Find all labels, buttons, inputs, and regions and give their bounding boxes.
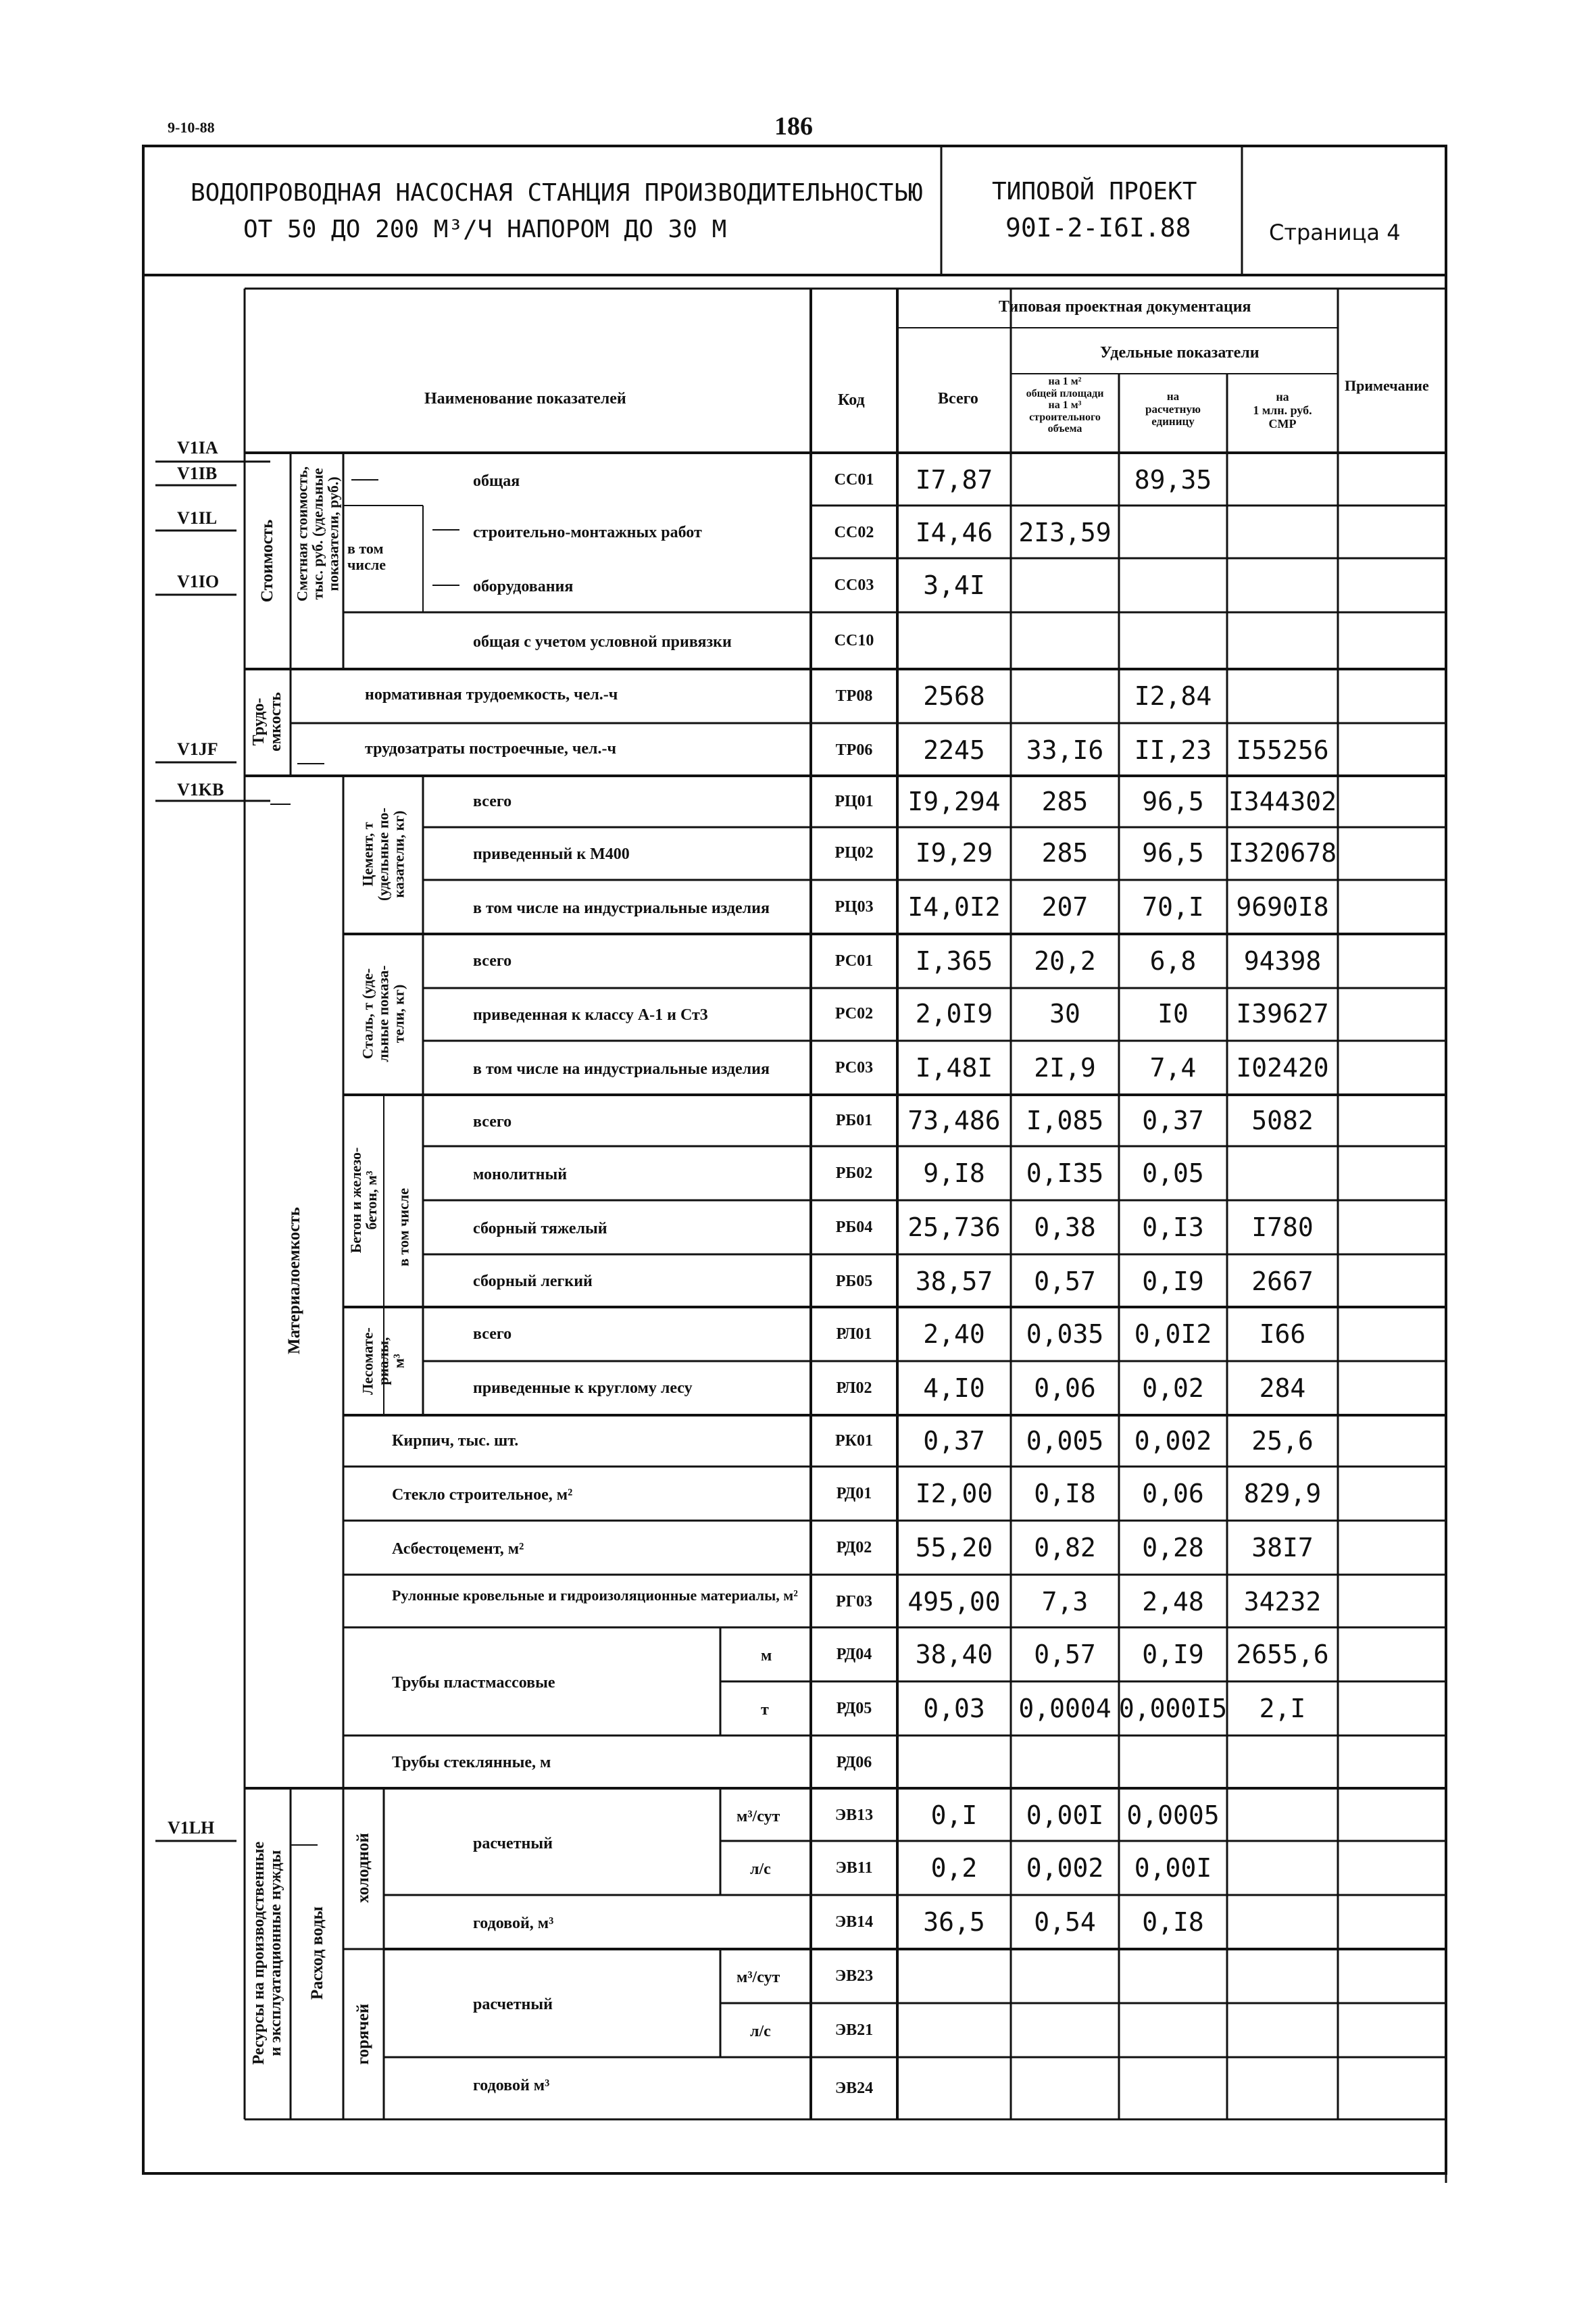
row-unit: л/с xyxy=(750,1861,771,1878)
cell-s1: 20,2 xyxy=(1034,946,1096,976)
row-name: трудозатраты построечные, чел.-ч xyxy=(365,740,616,758)
marker: V1IO xyxy=(177,572,220,591)
row-name: сборный тяжелый xyxy=(473,1220,607,1237)
cell-total: 38,40 xyxy=(915,1640,993,1669)
cell-s2: 96,5 xyxy=(1142,787,1204,816)
cell-code: РБ02 xyxy=(835,1164,873,1182)
cell-s2: 0,02 xyxy=(1142,1373,1204,1403)
cell-code: РД04 xyxy=(836,1646,872,1663)
row-name: приведенная к классу А-1 и Ст3 xyxy=(473,1006,708,1024)
cell-s1: 285 xyxy=(1041,838,1089,868)
row-name: общая xyxy=(473,472,520,490)
cell-code: РЛ02 xyxy=(836,1379,872,1397)
cell-total: 36,5 xyxy=(923,1907,985,1937)
cell-code: ТР06 xyxy=(835,741,873,759)
cell-code: РК01 xyxy=(834,1432,874,1450)
row-name: всего xyxy=(473,1325,512,1343)
cell-total: I2,00 xyxy=(915,1479,993,1508)
spec3-header: на 1 млн. руб. СМР xyxy=(1253,390,1312,430)
cell-s2: 0,002 xyxy=(1134,1426,1212,1456)
cell-s3: 5082 xyxy=(1251,1106,1314,1135)
cell-s3: I55256 xyxy=(1236,735,1329,765)
cell-s1: 30 xyxy=(1049,999,1080,1029)
cell-code: РЦ01 xyxy=(834,793,874,810)
cell-s1: 0,54 xyxy=(1034,1907,1096,1937)
group-title: Типовая проектная документация xyxy=(999,298,1251,316)
cell-code: РС03 xyxy=(834,1059,874,1077)
cell-s1: 0,57 xyxy=(1034,1266,1096,1296)
cell-total: 0,2 xyxy=(930,1853,978,1883)
title-line-2: ОТ 50 ДО 200 М³/Ч НАПОРОМ ДО 30 М xyxy=(243,216,727,243)
group-cold: холодной xyxy=(353,1833,372,1903)
group-timber: Лесомате- риалы, м³ xyxy=(359,1327,407,1395)
cell-total: 2,0I9 xyxy=(915,999,993,1029)
note-col-header: Примечание xyxy=(1345,377,1429,394)
cell-s2: 0,I3 xyxy=(1142,1212,1204,1242)
cell-s1: 0,002 xyxy=(1026,1853,1104,1883)
group-resources: Ресурсы на производственные и эксплуатационные нужды xyxy=(249,1841,284,2065)
cell-total: 4,I0 xyxy=(923,1373,985,1403)
cell-s1: 7,3 xyxy=(1041,1587,1089,1617)
group-steel: Сталь, т (уде- льные показа- тели, кг) xyxy=(359,965,407,1062)
cell-code: РБ01 xyxy=(835,1112,873,1129)
row-name: оборудования xyxy=(473,578,574,595)
cell-code: ЭВ13 xyxy=(834,1806,874,1824)
cell-total: 9,I8 xyxy=(923,1158,985,1188)
cell-s3: 2,I xyxy=(1259,1694,1306,1723)
cell-s1: 2I3,59 xyxy=(1018,518,1112,547)
row-name: Рулонные кровельные и гидроизоляционные материалы, м² xyxy=(392,1587,798,1604)
cell-s2: 96,5 xyxy=(1142,838,1204,868)
cell-code: СС03 xyxy=(834,576,874,594)
specific-title: Удельные показатели xyxy=(1100,344,1260,362)
cell-s1: 33,I6 xyxy=(1026,735,1104,765)
marker: V1LH xyxy=(168,1818,215,1838)
cell-s2: 0,I8 xyxy=(1142,1907,1204,1937)
cell-code: РС02 xyxy=(834,1005,874,1023)
cell-s3: I66 xyxy=(1259,1319,1306,1349)
row-name: приведенные к круглому лесу xyxy=(473,1379,693,1397)
cell-code: РЦ02 xyxy=(834,844,874,862)
project-number: 90I-2-I6I.88 xyxy=(1005,213,1191,243)
cell-code: РЛ01 xyxy=(836,1325,872,1343)
row-name: расчетный xyxy=(473,1835,553,1852)
cell-s3: 829,9 xyxy=(1243,1479,1322,1508)
row-name: всего xyxy=(473,952,512,970)
cell-code: СС02 xyxy=(834,524,874,541)
cell-code: РД06 xyxy=(836,1754,872,1771)
cell-s2: 7,4 xyxy=(1149,1053,1197,1083)
row-name: строительно-монтажных работ xyxy=(473,524,702,541)
cell-total: 2245 xyxy=(923,735,985,765)
cell-s3: 2655,6 xyxy=(1236,1640,1329,1669)
group-cement: Цемент, т (удельные по- казатели, кг) xyxy=(359,808,407,901)
cell-s3: 284 xyxy=(1259,1373,1306,1403)
cell-total: 73,486 xyxy=(907,1106,1001,1135)
group-materials: Материалоемкость xyxy=(284,1207,303,1354)
incl-label: в том числе xyxy=(347,540,386,574)
cell-total: 38,57 xyxy=(915,1266,993,1296)
cell-total: I4,0I2 xyxy=(907,892,1001,922)
cell-code: ЭВ14 xyxy=(834,1913,874,1931)
cell-total: 2,40 xyxy=(923,1319,985,1349)
row-name: расчетный xyxy=(473,1996,553,2013)
group-concrete: Бетон и железо- бетон, м³ xyxy=(347,1147,380,1254)
cell-s1: 207 xyxy=(1041,892,1089,922)
cell-s1: 0,I35 xyxy=(1026,1158,1104,1188)
row-name: Асбестоцемент, м² xyxy=(392,1540,524,1558)
cell-s2: 0,00I xyxy=(1134,1853,1212,1883)
cell-s2: 0,06 xyxy=(1142,1479,1204,1508)
cell-s2: I0 xyxy=(1157,999,1189,1029)
row-name: общая с учетом условной привязки xyxy=(473,633,732,651)
cell-s2: 0,0005 xyxy=(1126,1800,1220,1830)
row-unit: м xyxy=(761,1647,772,1665)
cell-code: РД01 xyxy=(836,1485,872,1502)
group-cost: Стоимость xyxy=(257,519,276,603)
marker: V1KB xyxy=(177,780,224,799)
cell-s3: 2667 xyxy=(1251,1266,1314,1296)
sheet-label: Страница 4 xyxy=(1269,220,1401,245)
cell-s1: 2I,9 xyxy=(1034,1053,1096,1083)
cell-s1: 0,0004 xyxy=(1018,1694,1112,1723)
cell-s2: 0,000I5 xyxy=(1118,1694,1228,1723)
cell-s1: 285 xyxy=(1041,787,1089,816)
marker: V1IL xyxy=(177,508,218,528)
cell-total: 25,736 xyxy=(907,1212,1001,1242)
cell-s1: I,085 xyxy=(1026,1106,1104,1135)
row-name: годовой, м³ xyxy=(473,1915,554,1932)
cell-s1: 0,82 xyxy=(1034,1533,1096,1562)
cell-total: I4,46 xyxy=(915,518,993,547)
row-unit: л/с xyxy=(750,2023,771,2040)
row-name: годовой м³ xyxy=(473,2077,550,2094)
row-name: Трубы стеклянные, м xyxy=(392,1754,551,1771)
cell-s2: 0,I9 xyxy=(1142,1266,1204,1296)
cell-s2: 6,8 xyxy=(1149,946,1197,976)
cell-s2: I2,84 xyxy=(1134,681,1212,711)
cell-s3: 34232 xyxy=(1243,1587,1322,1617)
title-line-1: ВОДОПРОВОДНАЯ НАСОСНАЯ СТАНЦИЯ ПРОИЗВОДИТЕЛЬНОСТЬЮ xyxy=(191,179,923,207)
row-name: в том числе на индустриальные изделия xyxy=(473,900,770,917)
code-col-header: Код xyxy=(838,391,865,409)
cell-total: I,48I xyxy=(915,1053,993,1083)
cell-s1: 0,38 xyxy=(1034,1212,1096,1242)
cell-s2: 0,37 xyxy=(1142,1106,1204,1135)
row-unit: т xyxy=(761,1701,769,1719)
row-name: Кирпич, тыс. шт. xyxy=(392,1432,519,1450)
cell-s3: I344302 xyxy=(1228,787,1337,816)
cell-total: I9,29 xyxy=(915,838,993,868)
cell-total: 3,4I xyxy=(923,570,985,600)
cell-s3: 9690I8 xyxy=(1236,892,1329,922)
cell-code: СС01 xyxy=(834,471,874,489)
row-name: всего xyxy=(473,793,512,810)
row-name: Трубы пластмассовые xyxy=(392,1674,555,1692)
cell-s2: 0,28 xyxy=(1142,1533,1204,1562)
marker: V1IA xyxy=(177,438,218,458)
cell-total: 0,03 xyxy=(923,1694,985,1723)
cell-s1: 0,06 xyxy=(1034,1373,1096,1403)
cell-s2: 0,I9 xyxy=(1142,1640,1204,1669)
row-name: Стекло строительное, м² xyxy=(392,1486,573,1504)
cell-s3: I02420 xyxy=(1236,1053,1329,1083)
cell-s1: 0,005 xyxy=(1026,1426,1104,1456)
cell-total: 495,00 xyxy=(907,1587,1001,1617)
cell-code: ЭВ23 xyxy=(834,1967,874,1985)
cell-s2: 2,48 xyxy=(1142,1587,1204,1617)
cell-s2: 89,35 xyxy=(1134,465,1212,495)
row-name: сборный легкий xyxy=(473,1273,593,1290)
group-cost-sub: Сметная стоимость, тыс. руб. (удельные показатели, руб.) xyxy=(293,466,342,601)
cell-code: РД02 xyxy=(836,1539,872,1556)
spec2-header: на расчетную единицу xyxy=(1145,390,1201,428)
concrete-incl: в том числе xyxy=(395,1188,412,1266)
cell-code: СС10 xyxy=(834,632,874,649)
cell-s2: II,23 xyxy=(1134,735,1212,765)
cell-s3: I320678 xyxy=(1228,838,1337,868)
marker: V1JF xyxy=(177,739,218,759)
cell-code: РЦ03 xyxy=(834,898,874,916)
cell-code: РБ05 xyxy=(835,1273,873,1290)
row-name: в том числе на индустриальные изделия xyxy=(473,1060,770,1078)
row-unit: м³/сут xyxy=(737,1808,780,1825)
cell-s3: 94398 xyxy=(1243,946,1322,976)
cell-s2: 70,I xyxy=(1142,892,1204,922)
cell-s2: 0,05 xyxy=(1142,1158,1204,1188)
cell-s1: 0,57 xyxy=(1034,1640,1096,1669)
row-name: приведенный к М400 xyxy=(473,845,630,863)
cell-code: ТР08 xyxy=(835,687,873,705)
cell-code: ЭВ21 xyxy=(834,2021,874,2039)
cell-total: 55,20 xyxy=(915,1533,993,1562)
cell-code: РБ04 xyxy=(835,1218,873,1236)
cell-total: 0,I xyxy=(930,1800,978,1830)
cell-code: ЭВ24 xyxy=(834,2079,874,2097)
page-number: 186 xyxy=(774,112,813,141)
total-col-header: Всего xyxy=(938,390,978,408)
row-name: нормативная трудоемкость, чел.-ч xyxy=(365,686,618,704)
cell-s3: I39627 xyxy=(1236,999,1329,1029)
group-hot: горячей xyxy=(353,2003,372,2065)
project-label: ТИПОВОЙ ПРОЕКТ xyxy=(992,178,1197,205)
doc-id: 9-10-88 xyxy=(168,119,215,136)
group-water: Расход воды xyxy=(307,1906,326,2000)
cell-s2: 0,0I2 xyxy=(1134,1319,1212,1349)
cell-code: РГ03 xyxy=(836,1593,872,1610)
cell-s1: 0,035 xyxy=(1026,1319,1104,1349)
cell-s1: 0,I8 xyxy=(1034,1479,1096,1508)
row-unit: м³/сут xyxy=(737,1969,780,1986)
marker: V1IB xyxy=(177,464,218,483)
cell-code: ЭВ11 xyxy=(835,1859,873,1877)
row-name: всего xyxy=(473,1113,512,1131)
cell-s3: 25,6 xyxy=(1251,1426,1314,1456)
cell-total: 2568 xyxy=(923,681,985,711)
cell-total: 0,37 xyxy=(923,1426,985,1456)
row-name: монолитный xyxy=(473,1166,568,1183)
spec1-header: на 1 м² общей площади на 1 м³ строительного объема xyxy=(1026,376,1104,435)
cell-total: I,365 xyxy=(915,946,993,976)
cell-total: I7,87 xyxy=(915,465,993,495)
cell-total: I9,294 xyxy=(907,787,1001,816)
cell-s3: I780 xyxy=(1251,1212,1314,1242)
cell-s1: 0,00I xyxy=(1026,1800,1104,1830)
group-labor: Трудо- емкость xyxy=(249,692,284,752)
cell-code: РС01 xyxy=(834,952,874,970)
cell-code: РД05 xyxy=(836,1700,872,1717)
cell-s3: 38I7 xyxy=(1251,1533,1314,1562)
name-col-header: Наименование показателей xyxy=(424,390,626,408)
